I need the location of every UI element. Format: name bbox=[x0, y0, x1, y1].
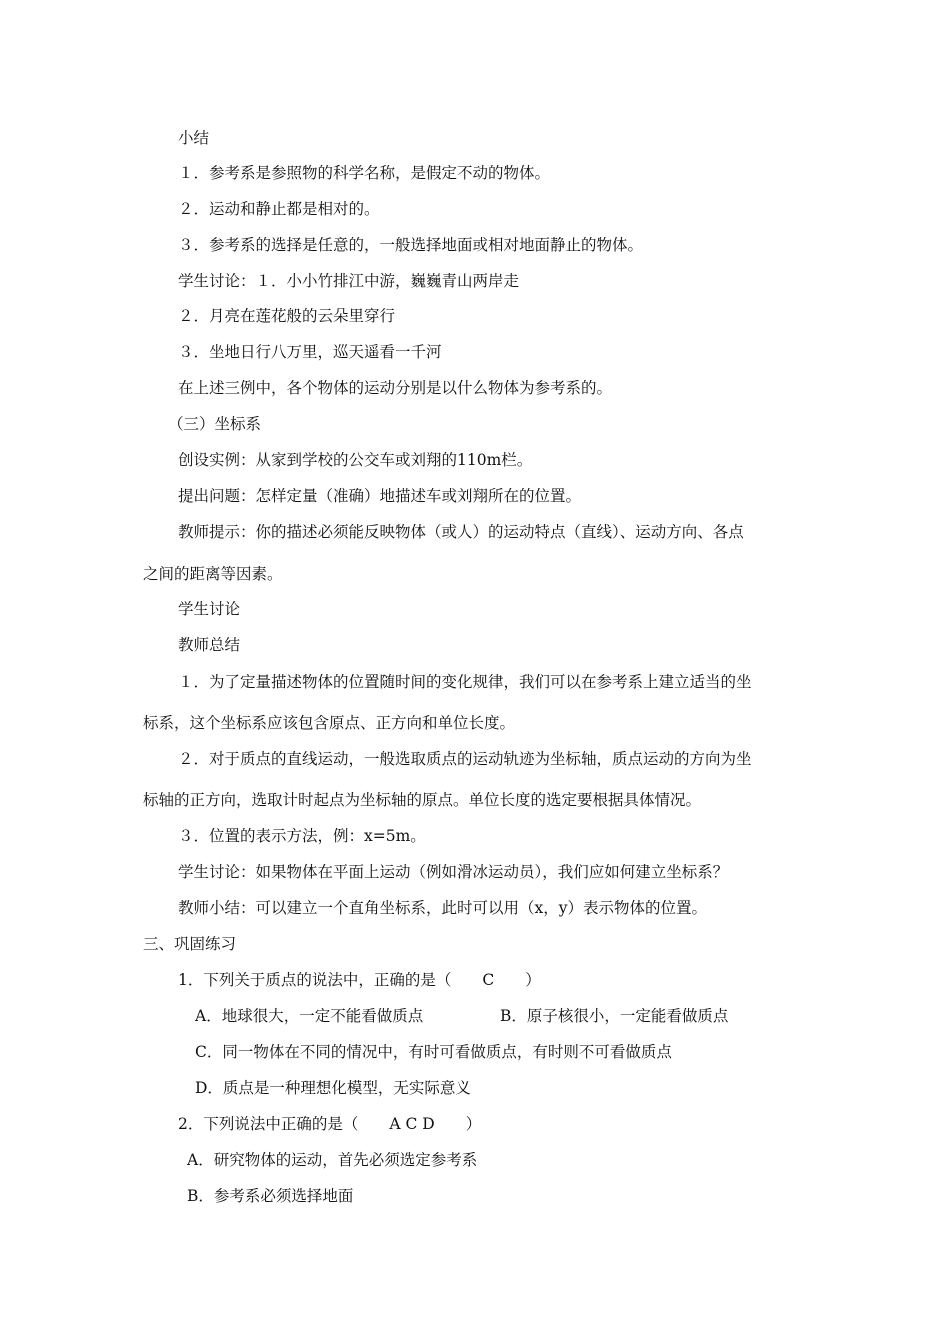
summary-point-1-line-1: １．为了定量描述物体的位置随时间的变化规律，我们可以在参考系上建立适当的坐 bbox=[178, 673, 752, 691]
summary-point-2-line-2: 标轴的正方向，选取计时起点为坐标轴的原点。单位长度的选定要根据具体情况。 bbox=[143, 791, 702, 809]
summary-point-1-line-2: 标系，这个坐标系应该包含原点、正方向和单位长度。 bbox=[143, 714, 516, 732]
teacher-hint-line-1: 教师提示：你的描述必须能反映物体（或人）的运动特点（直线）、运动方向、各点 bbox=[178, 523, 744, 541]
exercise-2-question: 2．下列说法中正确的是（ A C D ） bbox=[178, 1115, 482, 1133]
exercise-1-question: 1．下列关于质点的说法中，正确的是（ C ） bbox=[178, 971, 541, 989]
teacher-conclusion: 教师小结：可以建立一个直角坐标系，此时可以用（x，y）表示物体的位置。 bbox=[178, 899, 708, 917]
heading-summary: 小结 bbox=[178, 129, 210, 147]
discussion-question: 在上述三例中，各个物体的运动分别是以什么物体为参考系的。 bbox=[178, 379, 613, 397]
section-coordinate-system: （三）坐标系 bbox=[168, 415, 262, 433]
discussion-line-2: ２．月亮在莲花般的云朵里穿行 bbox=[178, 307, 396, 325]
exercise-1-option-b: B．原子核很小，一定能看做质点 bbox=[500, 1007, 729, 1025]
summary-item-2: ２．运动和静止都是相对的。 bbox=[178, 200, 380, 218]
teacher-hint-line-2: 之间的距离等因素。 bbox=[143, 565, 283, 583]
exercise-1-option-a: A．地球很大，一定不能看做质点 bbox=[195, 1007, 424, 1025]
summary-item-1: １．参考系是参照物的科学名称，是假定不动的物体。 bbox=[178, 164, 551, 182]
question-text: 提出问题：怎样定量（准确）地描述车或刘翔所在的位置。 bbox=[178, 487, 582, 505]
discussion-line-1: 学生讨论：１．小小竹排江中游，巍巍青山两岸走 bbox=[178, 272, 520, 290]
summary-point-3: ３．位置的表示方法，例：x=5m。 bbox=[178, 827, 426, 845]
discussion-plane-motion: 学生讨论：如果物体在平面上运动（例如滑冰运动员），我们应如何建立坐标系？ bbox=[178, 863, 729, 881]
exercise-1-option-c: C．同一物体在不同的情况中，有时可看做质点，有时则不可看做质点 bbox=[195, 1043, 672, 1061]
teacher-summary-label: 教师总结 bbox=[178, 636, 241, 654]
student-discussion-label: 学生讨论 bbox=[178, 600, 241, 618]
discussion-line-3: ３．坐地日行八万里，巡天遥看一千河 bbox=[178, 343, 442, 361]
example-text: 创设实例：从家到学校的公交车或刘翔的110m栏。 bbox=[178, 451, 533, 469]
exercise-1-option-d: D．质点是一种理想化模型，无实际意义 bbox=[195, 1079, 471, 1097]
section-exercises: 三、巩固练习 bbox=[143, 935, 237, 953]
exercise-2-option-a: A．研究物体的运动，首先必须选定参考系 bbox=[187, 1151, 478, 1169]
exercise-2-option-b: B．参考系必须选择地面 bbox=[187, 1187, 354, 1205]
summary-item-3: ３．参考系的选择是任意的，一般选择地面或相对地面静止的物体。 bbox=[178, 236, 644, 254]
summary-point-2-line-1: ２．对于质点的直线运动，一般选取质点的运动轨迹为坐标轴，质点运动的方向为坐 bbox=[178, 750, 752, 768]
